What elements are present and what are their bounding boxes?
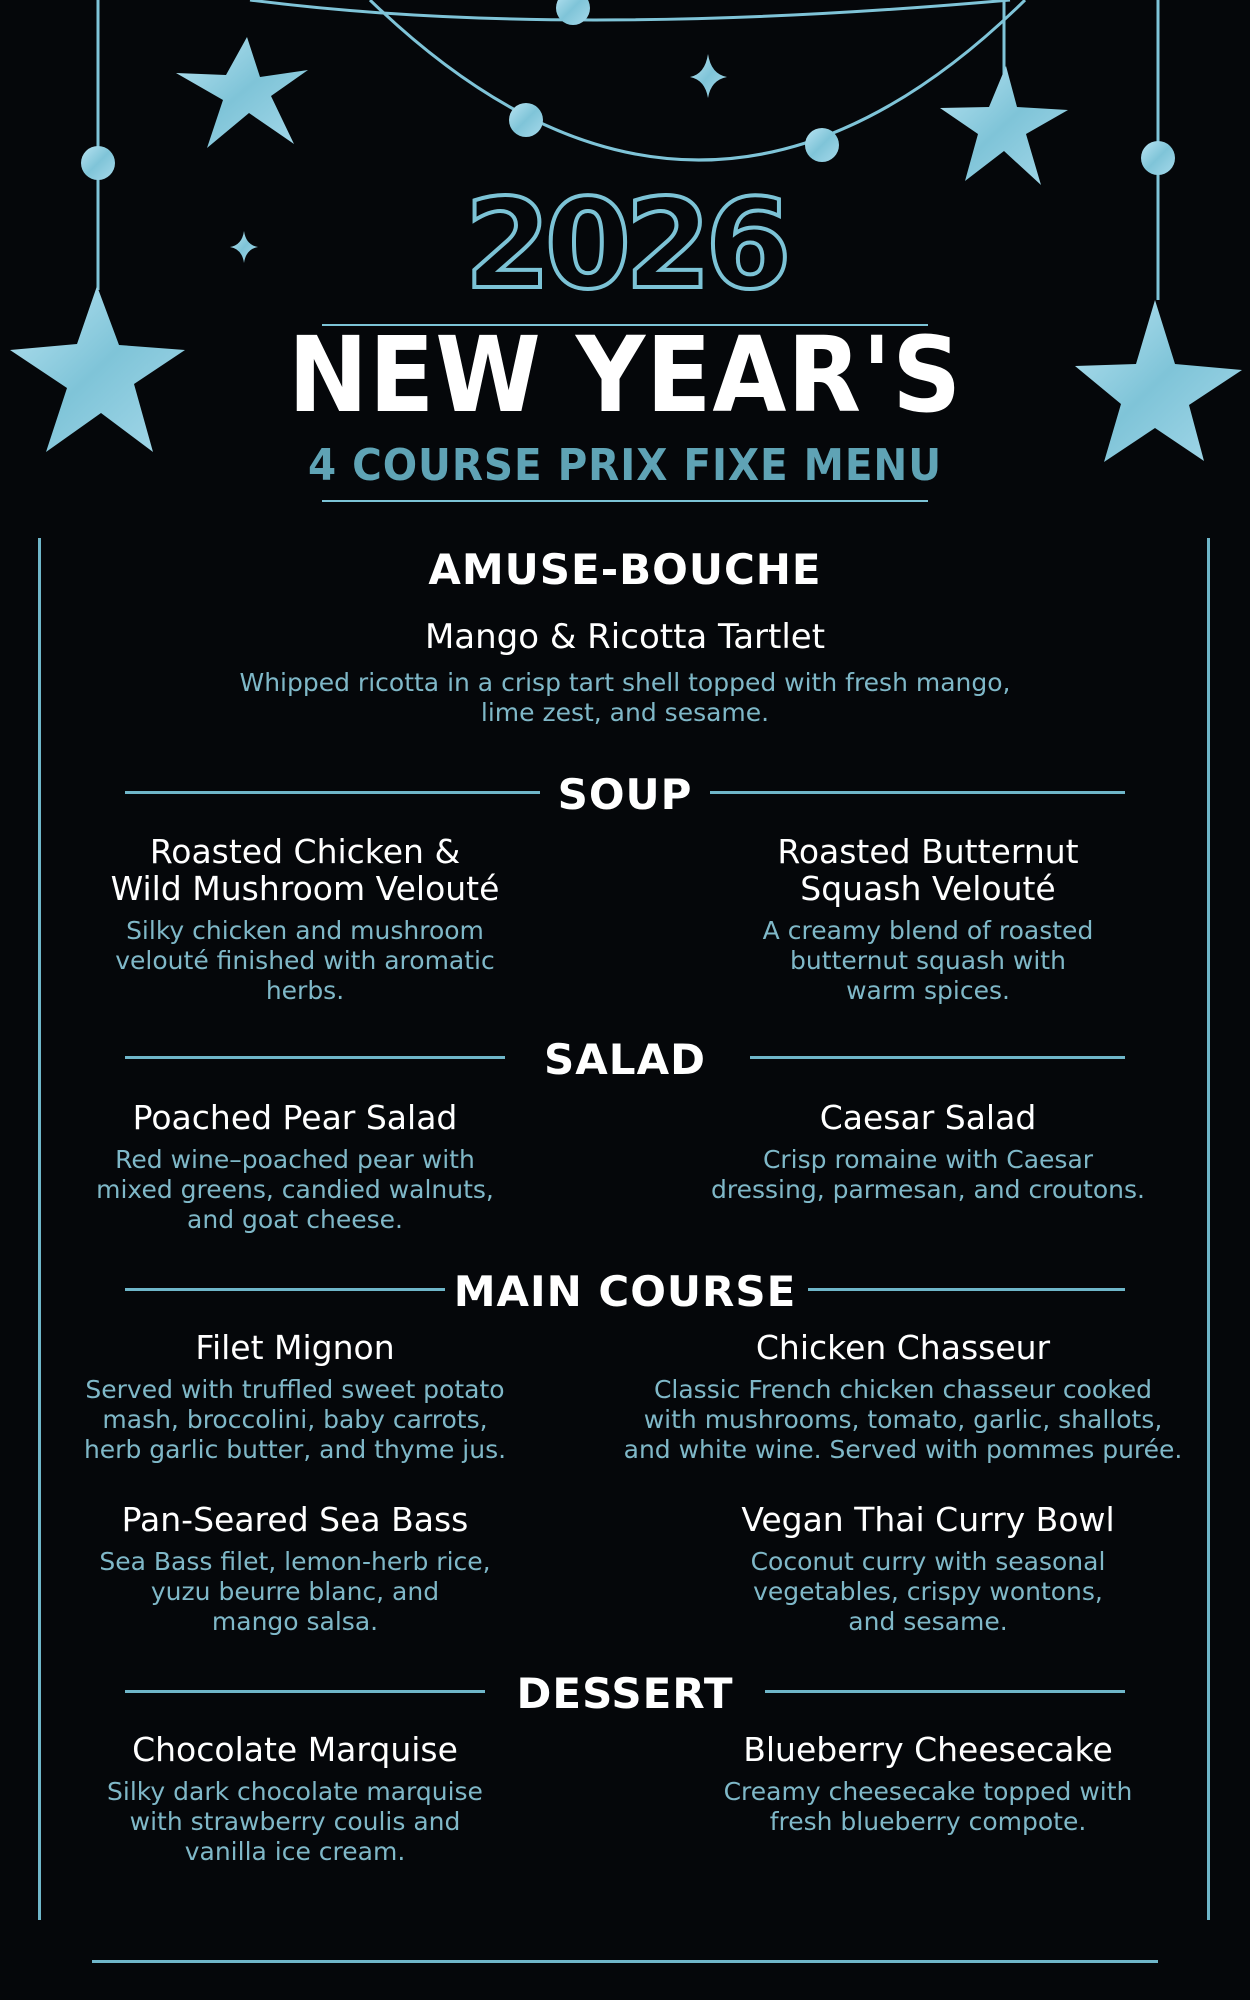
garland-bead — [509, 103, 543, 137]
menu-item-description: Coconut curry with seasonal vegetables, crispy wontons, and sesame. — [750, 1547, 1106, 1636]
menu-item — [45, 1099, 545, 1235]
header-divider-bottom — [322, 500, 928, 502]
section-heading-soup: SOUP — [557, 770, 693, 819]
garland-lower — [370, 0, 1025, 160]
menu-item — [668, 1501, 1188, 1637]
menu-item-name: Chocolate Marquise — [132, 1730, 458, 1769]
page-subtitle: 4 COURSE PRIX FIXE MENU — [307, 440, 943, 491]
menu-item-description: Served with truffled sweet potato mash, broccolini, baby carrots, herb garlic butter, and thyme jus. — [83, 1375, 507, 1464]
garland-bead — [805, 128, 839, 162]
garland-upper — [250, 0, 1010, 20]
string-bead — [1141, 141, 1175, 175]
menu-item-description: Sea Bass filet, lemon-herb rice, yuzu beurre blanc, and mango salsa. — [99, 1547, 491, 1636]
menu-item — [668, 833, 1188, 1006]
menu-item-description: Whipped ricotta in a crisp tart shell topped with fresh mango, lime zest, and sesame. — [239, 668, 1011, 727]
menu-item-name: Roasted Butternut Squash Velouté — [777, 832, 1079, 908]
menu-item-name: Roasted Chicken & Wild Mushroom Velouté — [110, 832, 500, 908]
section-heading-salad: SALAD — [544, 1035, 706, 1084]
menu-item-description: Silky dark chocolate marquise with strawberry coulis and vanilla ice cream. — [107, 1777, 483, 1866]
sparkle-icon — [690, 54, 727, 98]
menu-item — [125, 619, 1125, 728]
section-heading-dessert: DESSERT — [516, 1669, 734, 1718]
page-title: NEW YEAR'S — [287, 314, 963, 436]
year-heading: 2026 — [464, 173, 786, 317]
menu-item-name: Vegan Thai Curry Bowl — [741, 1500, 1115, 1539]
menu-item — [45, 1501, 545, 1637]
menu-item — [648, 1731, 1208, 1837]
menu-item-name: Pan-Seared Sea Bass — [121, 1500, 469, 1539]
menu-item-name: Poached Pear Salad — [132, 1098, 458, 1137]
menu-item-name: Chicken Chasseur — [755, 1328, 1051, 1367]
menu-item — [668, 1099, 1188, 1205]
section-heading-main-course: MAIN COURSE — [453, 1267, 797, 1316]
menu-item — [45, 1731, 545, 1867]
menu-item — [45, 833, 565, 1006]
menu-item-name: Filet Mignon — [195, 1328, 395, 1367]
footer-divider — [92, 1960, 1158, 1963]
menu-item-name: Caesar Salad — [819, 1098, 1037, 1137]
menu-item-description: A creamy blend of roasted butternut squash with warm spices. — [762, 916, 1094, 1005]
menu-item-description: Creamy cheesecake topped with fresh blueberry compote. — [723, 1777, 1133, 1836]
star-icon — [940, 66, 1068, 185]
menu-item-description: Classic French chicken chasseur cooked with mushrooms, tomato, garlic, shallots, and white wine. Served with pommes purée. — [623, 1375, 1183, 1464]
menu-item-description: Crisp romaine with Caesar dressing, parmesan, and croutons. — [711, 1145, 1145, 1204]
menu-item — [45, 1329, 545, 1465]
menu-item — [568, 1329, 1238, 1465]
string-bead — [81, 146, 115, 180]
menu-item-name: Blueberry Cheesecake — [743, 1730, 1113, 1769]
star-icon — [176, 37, 308, 148]
menu-item-description: Red wine–poached pear with mixed greens, candied walnuts, and goat cheese. — [96, 1145, 494, 1234]
section-heading-amuse-bouche: AMUSE-BOUCHE — [428, 545, 822, 594]
menu-item-name: Mango & Ricotta Tartlet — [424, 617, 826, 657]
menu-item-description: Silky chicken and mushroom velouté finished with aromatic herbs. — [115, 916, 495, 1005]
